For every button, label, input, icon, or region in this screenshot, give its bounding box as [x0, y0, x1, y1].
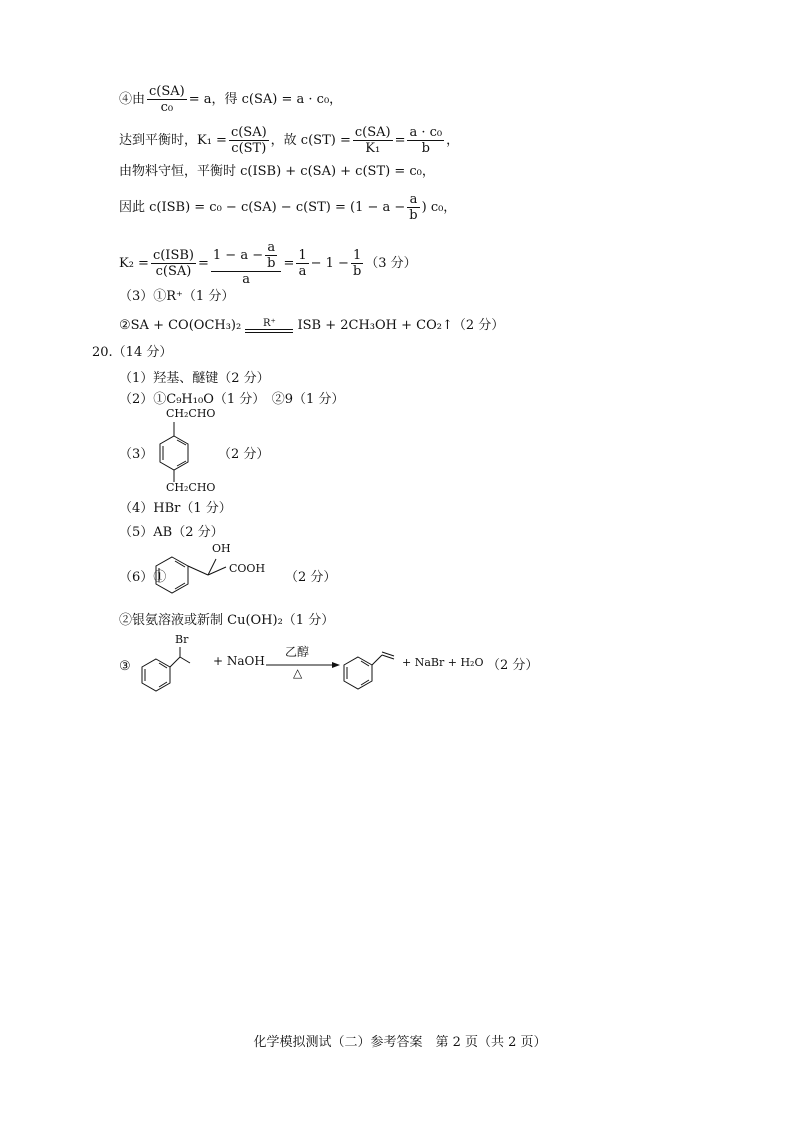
text: ISB + 2CH₃OH + CO₂↑（2 分）	[297, 318, 505, 333]
q20-products: + NaBr + H₂O	[402, 656, 484, 669]
q20-reactant-br: Br	[175, 633, 189, 646]
text: ④由	[119, 92, 146, 107]
q20-part6-3-label: ③	[119, 659, 131, 674]
q19-part3-2	[119, 317, 504, 335]
denominator: K₁	[365, 141, 381, 156]
1-bromoethylbenzene	[134, 637, 204, 695]
q20-part6-oh: OH	[212, 542, 231, 555]
q19-part3-1: （3）①R⁺（1 分）	[119, 289, 235, 304]
denominator: b	[409, 208, 418, 223]
denominator: b	[267, 256, 276, 271]
text: − 1 −	[310, 256, 349, 271]
q20-part2: （2）①C₉H₁₀O（1 分） ②9（1 分）	[119, 392, 345, 407]
fraction	[353, 125, 393, 156]
q20-header: 20.（14 分）	[92, 345, 173, 360]
q19-line5	[119, 240, 417, 287]
denominator: b	[421, 141, 430, 156]
text: ②SA + CO(OCH₃)₂	[119, 318, 242, 333]
score: （3 分）	[365, 256, 417, 271]
q20-part5: （5）AB（2 分）	[119, 525, 224, 540]
fraction	[147, 84, 187, 115]
numerator: c(ISB)	[152, 248, 194, 263]
q20-condition-top: 乙醇	[285, 645, 310, 659]
text: 达到平衡时，K₁ =	[119, 133, 227, 148]
text: =	[197, 256, 209, 271]
numerator: a	[407, 192, 419, 208]
fraction	[407, 125, 444, 156]
catalyst-label: R⁺	[262, 317, 276, 329]
numerator	[211, 240, 282, 272]
text: =	[394, 133, 406, 148]
q20-part3-bottom-group: CH₂CHO	[166, 481, 216, 494]
q20-reactant-structure	[134, 637, 204, 695]
text: K₂ =	[119, 256, 149, 271]
text: ，	[446, 133, 460, 148]
text: ，故 c(ST) =	[270, 133, 351, 148]
numerator: c(SA)	[354, 125, 391, 140]
denominator: a	[242, 272, 251, 287]
q19-line2	[119, 125, 459, 156]
denominator: b	[352, 264, 362, 279]
q20-reagent: + NaOH	[213, 654, 265, 668]
denominator: c(ST)	[231, 141, 267, 156]
page-footer: 化学模拟测试（二）参考答案 第 2 页（共 2 页）	[253, 1035, 547, 1050]
q20-part6-cooh: COOH	[229, 562, 266, 575]
denominator: a	[298, 264, 307, 279]
fraction	[229, 125, 269, 156]
q20-part3-label: （3）	[119, 447, 154, 462]
numerator: 1	[298, 248, 307, 263]
fraction	[151, 248, 196, 279]
reaction-arrow	[245, 319, 293, 333]
q19-line4	[119, 192, 456, 223]
q20-part1: （1）羟基、醚键（2 分）	[119, 371, 270, 386]
q20-part3-score: （2 分）	[218, 447, 270, 462]
fraction	[351, 248, 363, 279]
compound-fraction	[211, 240, 282, 287]
fraction	[407, 192, 419, 223]
text: ) c₀，	[421, 200, 457, 215]
numerator: c(SA)	[230, 125, 267, 140]
text: = a，得 c(SA) = a · c₀，	[188, 92, 343, 107]
equals-bar	[245, 329, 293, 333]
q20-part6-2: ②银氨溶液或新制 Cu(OH)₂（1 分）	[119, 613, 335, 628]
numerator: 1	[351, 248, 363, 264]
fraction	[296, 248, 308, 279]
q20-part4: （4）HBr（1 分）	[119, 501, 232, 516]
q19-line1	[119, 84, 342, 115]
text: 1 − a −	[212, 248, 264, 263]
numerator: a · c₀	[409, 125, 443, 140]
numerator: a	[265, 240, 277, 256]
text: 因此 c(ISB) = c₀ − c(SA) − c(ST) = (1 − a −	[119, 200, 406, 215]
arrow-right-icon	[266, 660, 340, 670]
q20-part6-3-score: （2 分）	[487, 658, 539, 673]
q20-condition-bottom: △	[293, 666, 303, 680]
q19-line3: 由物料守恒，平衡时 c(ISB) + c(SA) + c(ST) = c₀，	[119, 164, 435, 179]
numerator: c(SA)	[149, 84, 185, 99]
q20-part6-score: （2 分）	[285, 570, 337, 585]
denominator: c(SA)	[155, 264, 192, 279]
q20-reaction-arrow	[266, 660, 340, 670]
denominator: c₀	[160, 100, 174, 115]
fraction	[265, 240, 277, 271]
text: =	[283, 256, 295, 271]
q20-part6-label: （6）①	[119, 570, 167, 585]
q20-part3-top-group: CH₂CHO	[166, 407, 216, 420]
